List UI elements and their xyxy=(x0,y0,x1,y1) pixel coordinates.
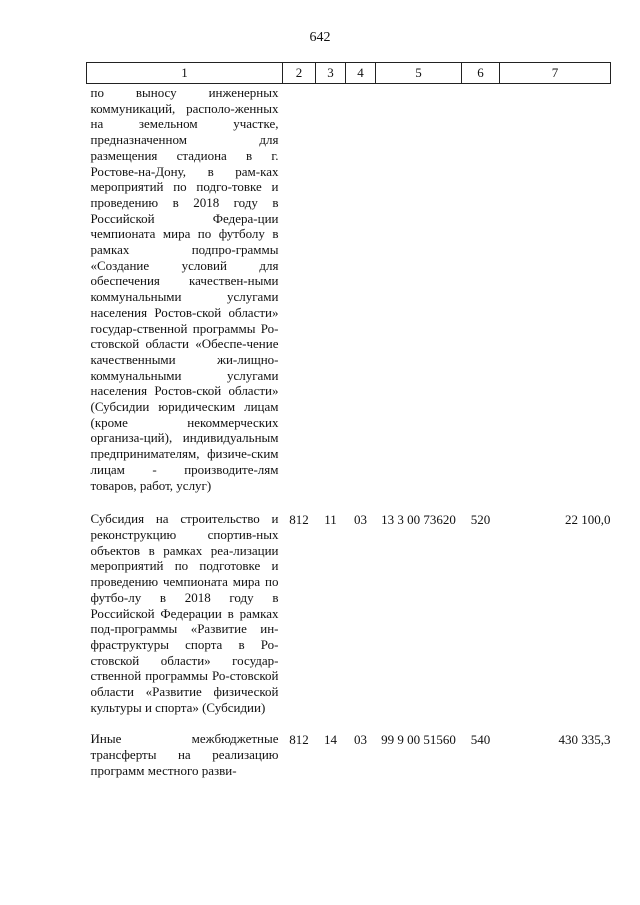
table-row xyxy=(87,84,611,512)
row-ministry-code: 812 xyxy=(289,512,309,528)
row-expense-type: 540 xyxy=(470,732,491,748)
row-description: Иные межбюджетные трансферты на реализацию программ местного разви- xyxy=(90,731,279,778)
row-ministry-code xyxy=(283,84,316,512)
table-header-row xyxy=(87,63,611,84)
header-col-2: 2 xyxy=(283,63,316,84)
row-section-code xyxy=(316,84,346,512)
header-col-4: 4 xyxy=(346,63,376,84)
row-subsection-code xyxy=(346,84,376,512)
row-amount: 22 100,0 xyxy=(565,512,611,528)
row-section-code: 11 xyxy=(324,512,337,528)
row-expense-type xyxy=(462,84,500,512)
row-description: по выносу инженерных коммуникаций, располо-женных на земельном участке, предназначенном для размещения стадиона в г. Ростове-на-Дону, в рам-ках мероприятий по подго-товке и проведению в 2018 году в Российской Федера-ции чемпионата мира по футболу в рамках подпро-граммы «Создание условий для обеспечения качествен-ными коммунальными услугами населения Ростов-ской области» государ-ственной программы Ро-стовской области «Обеспе-чение качественными жи-лищно-коммунальными услугами населения Ростов-ской области» (Субсидии юридическим лицам (кроме некоммерческих организа-ций), индивидуальным предпринимателям, физиче-ским лицам - производите-лям товаров, работ, услуг) xyxy=(90,85,279,493)
row-target-article: 99 9 00 51560 xyxy=(381,732,456,748)
header-col-7: 7 xyxy=(500,63,611,84)
page-number: 642 xyxy=(309,30,331,45)
header-col-3: 3 xyxy=(316,63,346,84)
header-col-1: 1 xyxy=(87,63,283,84)
table-row xyxy=(87,511,611,731)
row-subsection-code: 03 xyxy=(354,732,367,748)
row-section-code: 14 xyxy=(324,732,337,748)
table-row xyxy=(87,731,611,778)
row-description: Субсидия на строительство и реконструкцию спортив-ных объектов в рамках реа-лизации мероприятий по подготовке и проведению чемпионата мира по футбо-лу в 2018 году в Российской Федерации в рамках под-программы «Развитие ин-фраструктуры спорта в Ро-стовской области» государ-ственной программы Ро-стовской области «Развитие физической культуры и спорта» (Субсидии) xyxy=(90,511,279,715)
row-target-article: 13 3 00 73620 xyxy=(381,512,456,528)
row-ministry-code: 812 xyxy=(289,732,309,748)
row-amount: 430 335,3 xyxy=(558,732,611,748)
row-expense-type: 520 xyxy=(470,512,491,528)
header-col-6: 6 xyxy=(462,63,500,84)
header-col-5: 5 xyxy=(376,63,462,84)
row-target-article xyxy=(376,84,462,512)
budget-table xyxy=(86,62,611,779)
row-subsection-code: 03 xyxy=(354,512,367,528)
row-amount xyxy=(500,84,611,512)
